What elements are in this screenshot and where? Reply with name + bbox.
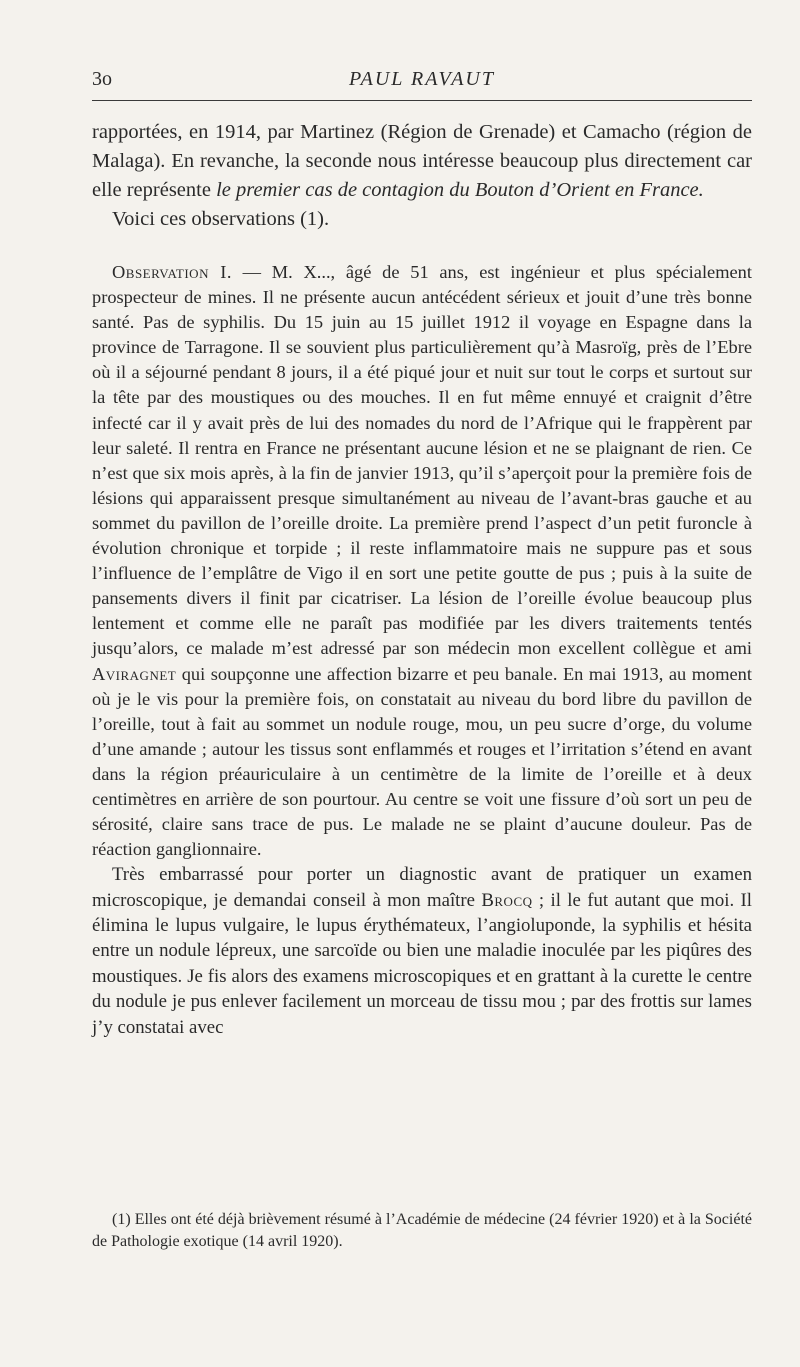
diagnosis-text: Très embarrassé pour porter un diagnostic avant de pratiquer un examen microscopique, je demandai conseil à mon maître — [92, 864, 752, 911]
observation-paragraph — [92, 260, 752, 862]
footnote: (1) Elles ont été déjà brièvement résumé à l’Académie de médecine (24 février 1920) et à la Société de Pathologie exotique (14 avril 1920). — [92, 1211, 752, 1250]
observation-text-2: qui soupçonne une affection bizarre et peu banale. En mai 1913, au moment où je le vis pour la première fois, on constatait au niveau du bord libre du pavillon de l’oreille, tout à fait au sommet un nodule rouge, mou, un peu sucre d’orge, du volume d’une amande ; autour les tissus sont enflammés et rouges et l’irritation s’étend en avant dans la région préauriculaire à un centimètre de la limite de l’oreille et à deux centimètres en arrière de son pourtour. Au centre se voit une fissure d’où sort un peu de sérosité, claire sans trace de pus. Le malade ne se plaint d’aucune douleur. Pas de réaction ganglionnaire. — [92, 663, 752, 860]
observation-text: — M. X..., âgé de 51 ans, est ingénieur et plus spécialement prospecteur de mines. Il ne présente aucun antécédent sérieux et jouit d’une très bonne santé. Pas de syphilis. Du 15 juin au 15 juillet 1912 il voyage en Espagne dans la province de Tarragone. Il se souvient plus particulièrement qu’à Masroïg, près de l’Ebre où il a séjourné pendant 8 jours, il a été piqué jour et nuit sur tout le corps et surtout sur la tête par des moustiques ou des mouches. Il en fut même ennuyé et craignit d’être infecté car il y avait près de lui des nomades du nord de l’Afrique qui le frappèrent par leur saleté. Il rentra en France ne présentant aucune lésion et ne se plaignant de rien. Ce n’est que six mois après, à la fin de janvier 1913, qu’il s’aperçoit pour la première fois de lésions qui apparaissent presque simultanément au niveau de l’avant-bras gauche et au sommet du pavillon de l’oreille droite. La première prend l’aspect d’un petit furoncle à évolution chronique et torpide ; il reste inflammatoire mais ne suppure pas et sous l’influence de l’emplâtre de Vigo il en sort une petite goutte de pus ; puis à la suite de pansements divers il finit par cicatriser. La lésion de l’oreille évolue beaucoup plus lentement et comme elle ne paraît pas modifiée par les divers traitements tentés jusqu’alors, ce malade m’est adressé par son médecin mon excellent collègue et ami — [92, 262, 752, 659]
page-header — [92, 62, 752, 100]
intro-paragraph — [92, 118, 752, 205]
observation-label: Observation I. — [112, 262, 232, 282]
body-text — [92, 118, 752, 1040]
intro-text: rapportées, en 1914, par Martinez (Région de Grenade) et Camacho (région de Malaga). En revanche, la seconde nous intéresse beaucoup plus directement car elle représente — [92, 121, 752, 201]
voici-paragraph: Voici ces observations (1). — [112, 208, 330, 230]
diagnosis-text-2: ; il le fut autant que moi. Il élimina le lupus vulgaire, le lupus érythémateux, l’angioluponde, la syphilis et hésita entre un nodule lépreux, une sarcoïde ou bien une maladie inoculée par les piqûres des moustiques. Je fis alors des examens microscopiques et en grattant à la curette le centre du nodule je pus enlever facilement un morceau de tissu mou ; par des frottis sur lames j’y constatai avec — [92, 889, 752, 1038]
page-number: 3o — [92, 68, 112, 90]
intro-italic-text: le premier cas de contagion du Bouton d’Orient en France. — [216, 179, 704, 201]
diagnosis-paragraph — [92, 862, 752, 1040]
observation-name: Aviragnet — [92, 663, 177, 684]
diagnosis-name: Brocq — [481, 889, 533, 911]
header-rule — [92, 100, 752, 101]
running-head: PAUL RAVAUT — [348, 68, 495, 90]
